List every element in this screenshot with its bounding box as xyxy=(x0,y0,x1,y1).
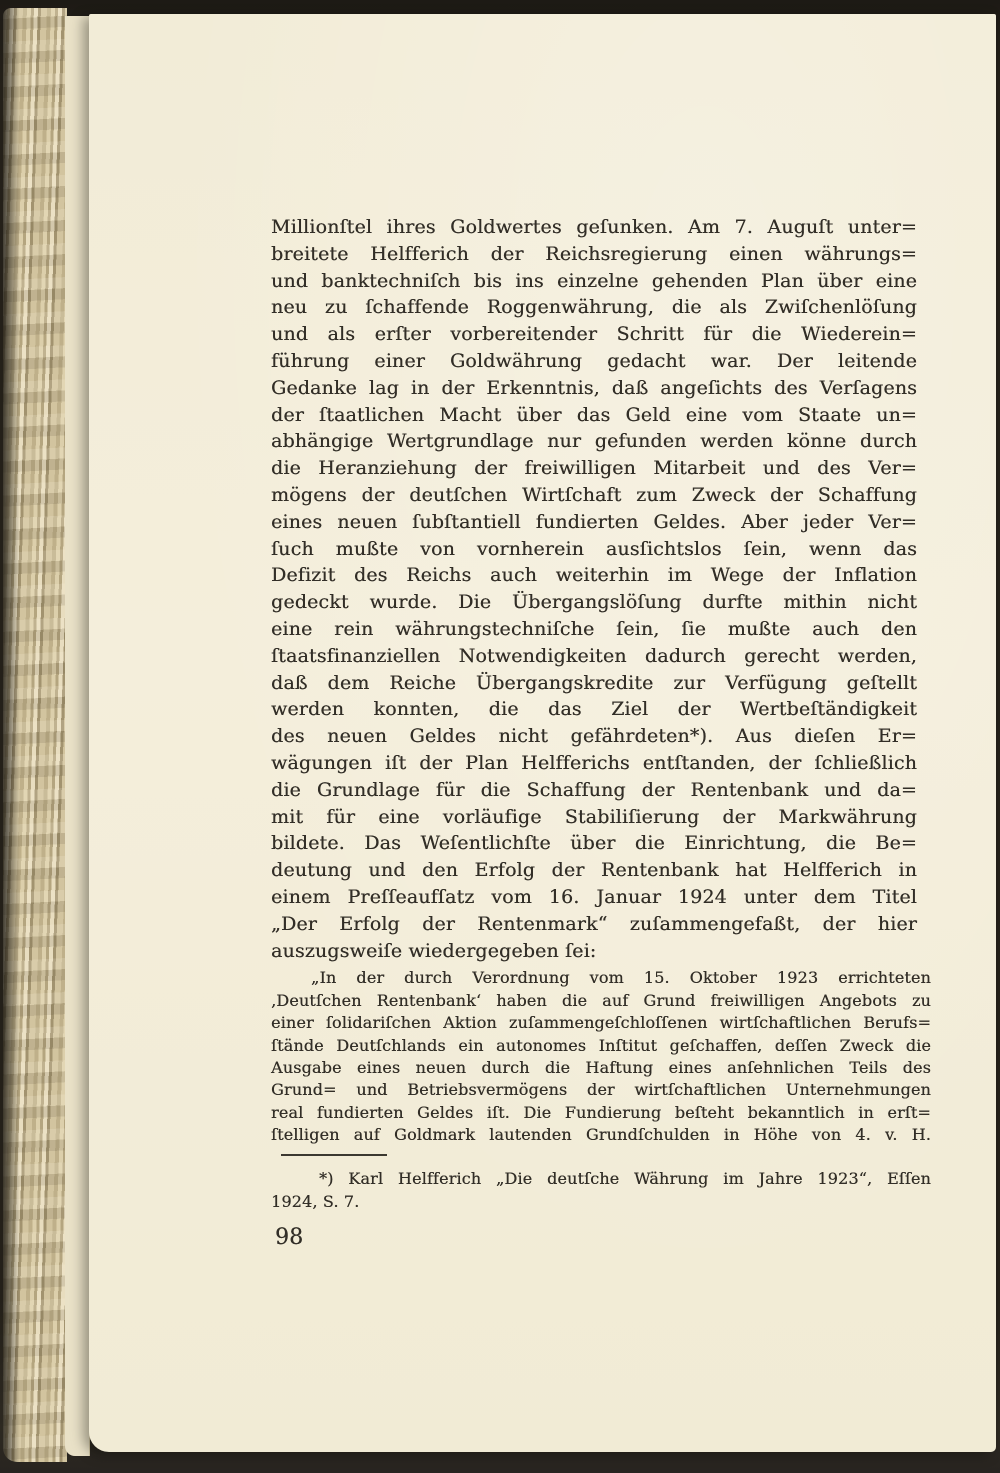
text-line: die Grundlage für die Schaffung der Rentenbank und da= xyxy=(271,778,917,801)
footnote xyxy=(271,1167,931,1214)
text-line: eine rein währungstechniſche ſein, ſie mußte auch den xyxy=(271,617,917,640)
footnote-separator xyxy=(281,1154,387,1156)
text-line: mit für eine vorläufige Stabiliſierung der Markwährung xyxy=(271,805,917,828)
text-line: eines neuen ſubſtantiell fundierten Geldes. Aber jeder Ver= xyxy=(271,510,917,533)
text-line: mögens der deutſchen Wirtſchaft zum Zweck der Schaffung xyxy=(271,483,917,506)
text-line: ſuch mußte von vornherein ausſichtslos ſein, wenn das xyxy=(271,537,917,560)
text-line: neu zu ſchaffende Roggenwährung, die als Zwiſchenlöſung xyxy=(271,296,917,319)
text-line: ſtaatsfinanziellen Notwendigkeiten dadurch gerecht werden, xyxy=(271,644,917,667)
text-line: des neuen Geldes nicht gefährdeten*). Aus dieſen Er= xyxy=(271,725,917,748)
text-line: bildete. Das Weſentlichſte über die Einrichtung, die Be= xyxy=(271,832,917,855)
text-line: einer ſolidariſchen Aktion zuſammengeſchloſſenen wirtſchaftlichen Berufs= xyxy=(271,1013,931,1033)
text-line: 1924, S. 7. xyxy=(271,1192,360,1212)
text-line: ‚Deutſchen Rentenbank‘ haben die auf Grund freiwilligen Angebots zu xyxy=(271,990,931,1010)
text-line: werden konnten, die das Ziel der Wertbeſtändigkeit xyxy=(271,698,917,721)
text-line: der ſtaatlichen Macht über das Geld eine vom Staate un= xyxy=(271,403,917,426)
text-line: breitete Helfferich der Reichsregierung einen währungs= xyxy=(271,242,917,265)
text-line: ſtände Deutſchlands ein autonomes Inſtitut geſchaffen, deſſen Zweck die xyxy=(271,1035,931,1055)
text-line: einem Preſſeaufſatz vom 16. Januar 1924 unter dem Titel xyxy=(271,885,917,908)
text-line: „In der durch Verordnung vom 15. Oktober 1923 errichteten xyxy=(311,968,931,988)
text-line: Millionſtel ihres Goldwertes geſunken. Am 7. Auguſt unter= xyxy=(271,216,917,238)
text-line: Defizit des Reichs auch weiterhin im Wege der Inflation xyxy=(271,564,917,587)
page-number: 98 xyxy=(275,1224,304,1250)
text-line: deutung und den Erfolg der Rentenbank hat Helfferich in xyxy=(271,859,917,882)
body-paragraph xyxy=(271,214,917,964)
text-line: Ausgabe eines neuen durch die Haftung eines anſehnlichen Teils des xyxy=(271,1057,931,1077)
text-line: Gedanke lag in der Erkenntnis, daß angeſichts des Verſagens xyxy=(271,376,917,399)
text-line: führung einer Goldwährung gedacht war. Der leitende xyxy=(271,349,917,372)
quoted-excerpt xyxy=(271,967,931,1146)
text-column xyxy=(271,214,931,1250)
text-line: auszugsweiſe wiedergegeben ſei: xyxy=(271,939,597,962)
text-line: daß dem Reiche Übergangskredite zur Verfügung geſtellt xyxy=(271,671,917,694)
text-line: gedeckt wurde. Die Übergangslöſung durfte mithin nicht xyxy=(271,591,917,614)
text-line: wägungen iſt der Plan Helfferichs entſtanden, der ſchließlich xyxy=(271,751,917,774)
text-line: *) Karl Helfferich „Die deutſche Währung im Jahre 1923“, Eſſen xyxy=(319,1168,931,1188)
book-page xyxy=(89,14,996,1452)
text-line: und banktechniſch bis ins einzelne gehenden Plan über eine xyxy=(271,269,917,292)
text-line: ſtelligen auf Goldmark lautenden Grundſchulden in Höhe von 4. v. H. xyxy=(271,1125,931,1145)
text-line: abhängige Wertgrundlage nur gefunden werden könne durch xyxy=(271,430,917,453)
text-line: Grund= und Betriebsvermögens der wirtſchaftlichen Unternehmungen xyxy=(271,1080,931,1100)
text-line: und als erſter vorbereitender Schritt für die Wiederein= xyxy=(271,323,917,346)
book-page-edges xyxy=(3,8,67,1462)
text-line: die Heranziehung der freiwilligen Mitarbeit und des Ver= xyxy=(271,457,917,480)
underlying-page-edge xyxy=(65,16,90,1456)
text-line: „Der Erfolg der Rentenmark“ zuſammengefaßt, der hier xyxy=(271,912,917,935)
text-line: real fundierten Geldes iſt. Die Fundierung beſteht bekanntlich in erſt= xyxy=(271,1102,931,1122)
